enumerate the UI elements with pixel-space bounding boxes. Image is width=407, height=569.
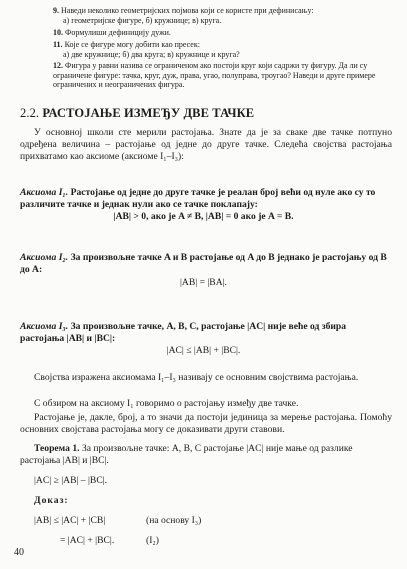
exercise-10: [53, 28, 393, 38]
proof-line-1-note: (на основу I₃): [146, 515, 202, 526]
exercise-sub: а) две кружнице; б) два круга; в) кружнице и круга?: [63, 49, 240, 59]
axiom-label: Аксиома I₁.: [20, 187, 69, 198]
axiom-text: Растојање од једне до друге тачке је реалан број већи од нуле ако су то различите тачке и једнак нули ако се тачке поклапају:: [20, 187, 376, 210]
axiom-2: [20, 252, 392, 276]
proof-line-1-expr: |AB| ≤ |AC| + |CB|: [34, 515, 106, 526]
proof-label: Доказ:: [34, 495, 69, 506]
exercise-9: [53, 6, 393, 25]
axiom-label: Аксиома I₂.: [20, 252, 69, 263]
page-number: 40: [14, 547, 24, 558]
section-number: 2.2.: [20, 106, 40, 120]
paragraph-basic-properties: Својства изражена аксиомама I₁–I₃ називају се основним својствима растојања.: [34, 372, 359, 383]
section-title: РАСТОЈАЊЕ ИЗМЕЂУ ДВЕ ТАЧКЕ: [42, 106, 255, 120]
proof-line-2-expr: = |AC| + |BC|.: [60, 535, 115, 546]
axiom-label: Аксиома I₃.: [20, 321, 69, 332]
axiom-2-formula: |AB| = |BA|.: [180, 277, 227, 288]
axiom-3: [20, 321, 392, 345]
axiom-1: [20, 187, 392, 211]
exercise-text: Формулиши дефиницију дужи.: [65, 28, 171, 37]
theorem-label: Теорема 1.: [34, 443, 80, 454]
axiom-text: За произвољне тачке, A, B, C, растојање |AC| није веће од збира растојања |AB| и |BC|:: [20, 321, 347, 344]
axiom-text: За произвољне тачке A и B растојање од A до B једнако је растојању од B до A:: [20, 252, 387, 275]
axiom-3-formula: |AC| ≤ |AB| + |BC|.: [166, 345, 241, 356]
section-heading: [20, 106, 254, 121]
exercise-11: [53, 40, 393, 59]
theorem-text: За произвољне тачке: A, B, C растојање |AC| није мање од разлике растојања |AB| и |BC|.: [20, 443, 353, 466]
exercise-number: 11.: [53, 40, 63, 49]
theorem-1: [20, 443, 392, 467]
exercise-text: Које се фигуре могу добити као пресек:: [64, 40, 200, 49]
exercise-number: 10.: [53, 28, 63, 37]
paragraph-unit: Растојање је, дакле, број, а то значи да постоји јединица за мерење растојања. Помоћу основних својстава растојања могу се доказивати други ставови.: [20, 412, 392, 436]
exercise-number: 9.: [53, 6, 59, 15]
proof-line-2-note: (I₂): [146, 535, 159, 546]
intro-paragraph: У основној школи сте мерили растојања. Знате да је за сваке две тачке потпуно одређена величина – растојање од једне до друге тачке. Следећа својства растојања прихватамо као аксиоме (аксиоме I₁–I₃):: [20, 127, 392, 163]
paragraph-distance-between: С обзиром на аксиому I₁ говоримо о растојању између две тачке.: [34, 398, 299, 409]
exercise-text: Фигура у равни назива се ограниченом ако постоји круг који садржи ту фигуру. Да ли су ограничене фигуре: тачка, круг, дуж, права, угао, полуправа, троугао? Наведи и друге примере ограничених и неограничених фигура.: [53, 61, 376, 90]
axiom-1-formula: |AB| > 0, ако је A ≠ B, |AB| = 0 ако је A = B.: [113, 211, 294, 222]
exercise-12: [53, 61, 393, 90]
theorem-formula: |AC| ≥ |AB| – |BC|.: [34, 475, 108, 486]
exercise-text: Наведи неколико геометријских појмова који се користе при дефинисању:: [61, 6, 314, 15]
exercise-sub: а) геометријске фигуре, б) кружнице; в) круга.: [63, 15, 222, 25]
exercise-number: 12.: [53, 61, 63, 70]
